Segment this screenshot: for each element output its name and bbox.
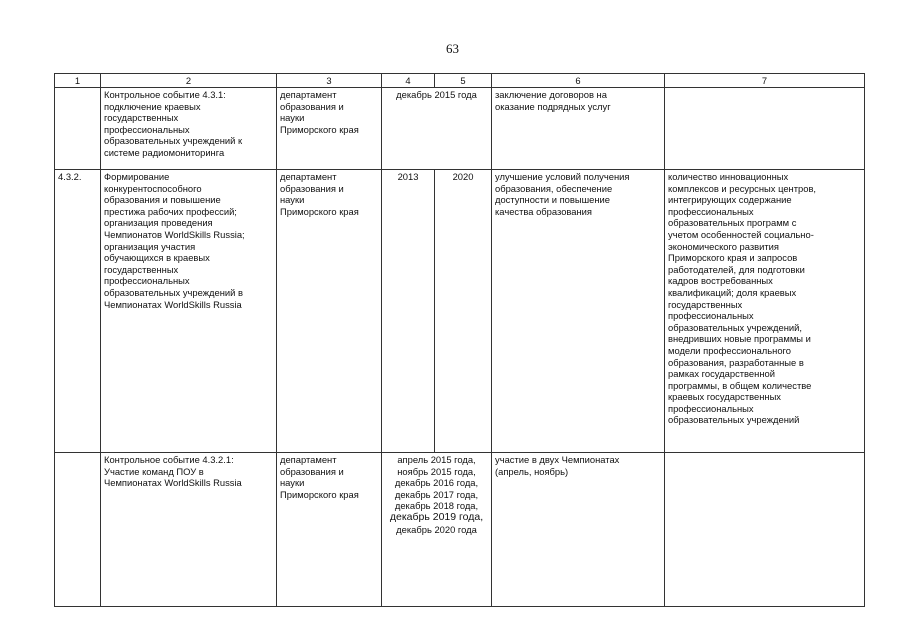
period-date: декабрь 2019 года, [389,510,484,523]
activity-cell: Контрольное событие 4.3.1: подключение краевых государственных профессиональных образовательных учреждений к системе радиомониторинга [101,88,277,170]
indicator-cell [665,453,865,607]
period-date: декабрь 2020 года [396,523,477,535]
period-date: апрель 2015 года, [397,454,476,465]
table-row [55,453,865,607]
period-cell [382,453,492,607]
activity-cell: Формирование конкурентоспособного образования и повышение престижа рабочих профессий; организация проведения Чемпионатов WorldSkills Russia; организация участия обучающихся в краевых государственных профессиональных образовательных учреждений в Чемпионатах WorldSkills Russia [101,170,277,453]
header-row [55,74,865,88]
column-header: 3 [277,74,382,88]
row-number-cell [55,88,101,170]
period-date: декабрь 2017 года, [394,488,479,500]
indicator-cell [665,88,865,170]
executor-cell: департамент образования и науки Приморского края [277,453,382,607]
column-header: 7 [665,74,865,88]
period-date: декабрь 2018 года, [394,500,479,512]
end-year-cell: 2020 [435,170,492,453]
column-header: 2 [101,74,277,88]
indicator-cell: количество инновационных комплексов и ресурсных центров, интегрирующих содержание профессиональных образовательных программ с учетом особенностей социально- экономического развития Приморского края и запросов работодателей, для подготовки кадров востребованных квалификаций; доля краевых государственных профессиональных образовательных учреждений, внедривших новые программы и модели профессионального образования, разработанные в рамках государственной программы, в общем количестве краевых государственных профессиональных образовательных учреждений [665,170,865,453]
row-number-cell [55,453,101,607]
result-cell: участие в двух Чемпионатах (апрель, ноябрь) [492,453,665,607]
row-number-cell: 4.3.2. [55,170,101,453]
result-cell: улучшение условий получения образования, обеспечение доступности и повышение качества образования [492,170,665,453]
executor-cell: департамент образования и науки Приморского края [277,88,382,170]
plan-table [54,73,865,607]
period-date: декабрь 2016 года, [394,477,479,489]
column-header: 1 [55,74,101,88]
column-header: 5 [435,74,492,88]
executor-cell: департамент образования и науки Приморского края [277,170,382,453]
period-date: ноябрь 2015 года, [397,465,476,477]
result-cell: заключение договоров на оказание подрядных услуг [492,88,665,170]
column-header: 4 [382,74,435,88]
column-header: 6 [492,74,665,88]
period-cell: декабрь 2015 года [382,88,492,170]
page-number: 63 [446,41,459,56]
start-year-cell: 2013 [382,170,435,453]
table-row [55,170,865,453]
activity-cell: Контрольное событие 4.3.2.1: Участие команд ПОУ в Чемпионатах WorldSkills Russia [101,453,277,607]
table-row [55,88,865,170]
